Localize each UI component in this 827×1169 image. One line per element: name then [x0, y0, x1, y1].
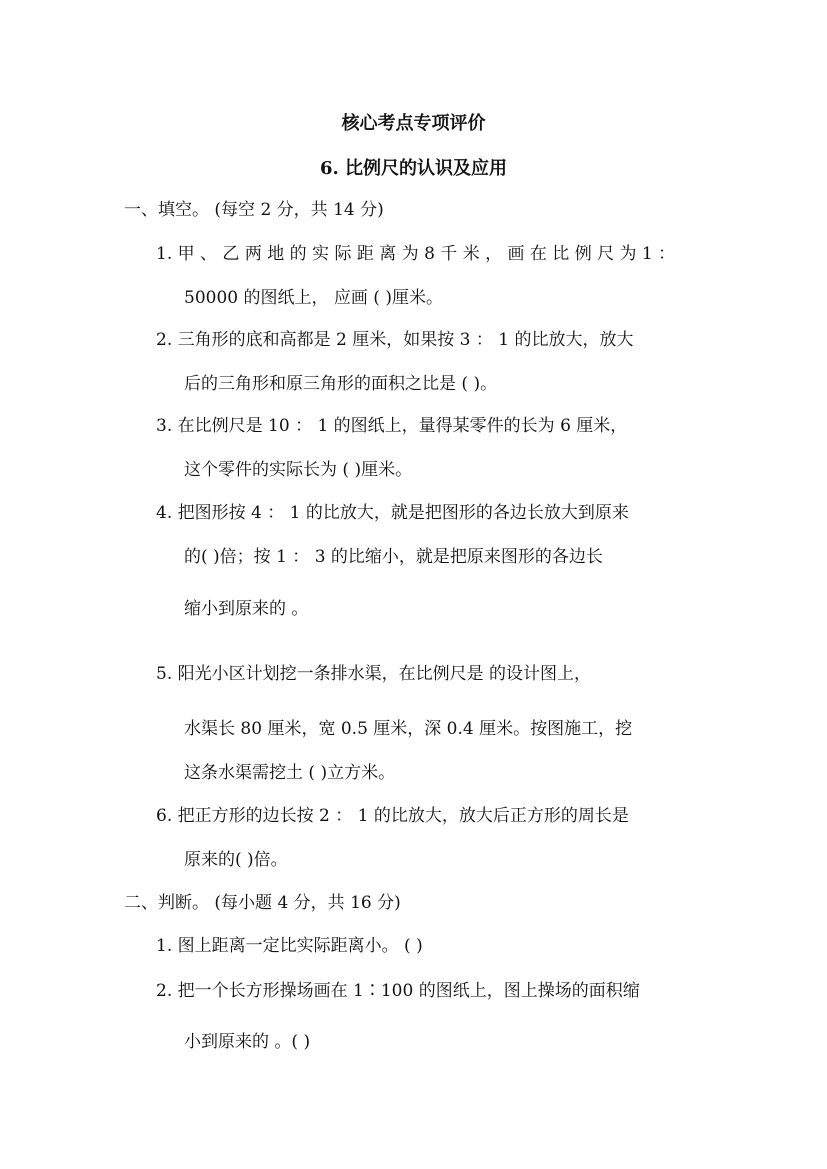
- question-6-line-2: 原来的( )倍。: [184, 850, 288, 870]
- question-4-line-2: 的( )倍；按 1 ： 3 的比缩小，就是把原来图形的各边长: [184, 547, 603, 567]
- question-1-line-2: 50000 的图纸上， 应画 ( )厘米。: [184, 288, 443, 308]
- question-2-line-1: 2. 三角形的底和高都是 2 厘米，如果按 3 ： 1 的比放大，放大: [156, 330, 634, 350]
- page-title: 核心考点专项评价: [341, 113, 486, 134]
- tf-question-2-line-1: 2. 把一个长方形操场画在 1∶100 的图纸上，图上操场的面积缩: [156, 981, 640, 1001]
- question-1-line-1: 1. 甲 、 乙 两 地 的 实 际 距 离 为 8 千 米 ， 画 在 比 例 尺 为 1 ：: [156, 244, 676, 264]
- section-heading-fill-blank: 一、填空。 (每空 2 分，共 14 分): [124, 200, 384, 220]
- question-4-line-1: 4. 把图形按 4 ： 1 的比放大，就是把图形的各边长放大到原来: [156, 503, 629, 523]
- tf-question-2-line-2: 小到原来的 。( ): [184, 1032, 311, 1052]
- section-heading-true-false: 二、判断。 (每小题 4 分，共 16 分): [124, 893, 401, 913]
- question-4-line-3: 缩小到原来的 。: [184, 599, 309, 619]
- question-5-line-2: 水渠长 80 厘米，宽 0.5 厘米，深 0.4 厘米。按图施工，挖: [184, 719, 633, 739]
- question-5-line-3: 这条水渠需挖土 ( )立方米。: [184, 763, 396, 783]
- question-5-line-1: 5. 阳光小区计划挖一条排水渠，在比例尺是 的设计图上，: [156, 664, 592, 684]
- question-3-line-1: 3. 在比例尺是 10 ： 1 的图纸上，量得某零件的长为 6 厘米，: [156, 416, 628, 436]
- question-2-line-2: 后的三角形和原三角形的面积之比是 ( )。: [184, 374, 498, 394]
- question-3-line-2: 这个零件的实际长为 ( )厘米。: [184, 460, 413, 480]
- question-6-line-1: 6. 把正方形的边长按 2 ： 1 的比放大，放大后正方形的周长是: [156, 806, 629, 826]
- page-subtitle: 6. 比例尺的认识及应用: [319, 158, 508, 179]
- tf-question-1-line-1: 1. 图上距离一定比实际距离小。 ( ): [156, 936, 423, 956]
